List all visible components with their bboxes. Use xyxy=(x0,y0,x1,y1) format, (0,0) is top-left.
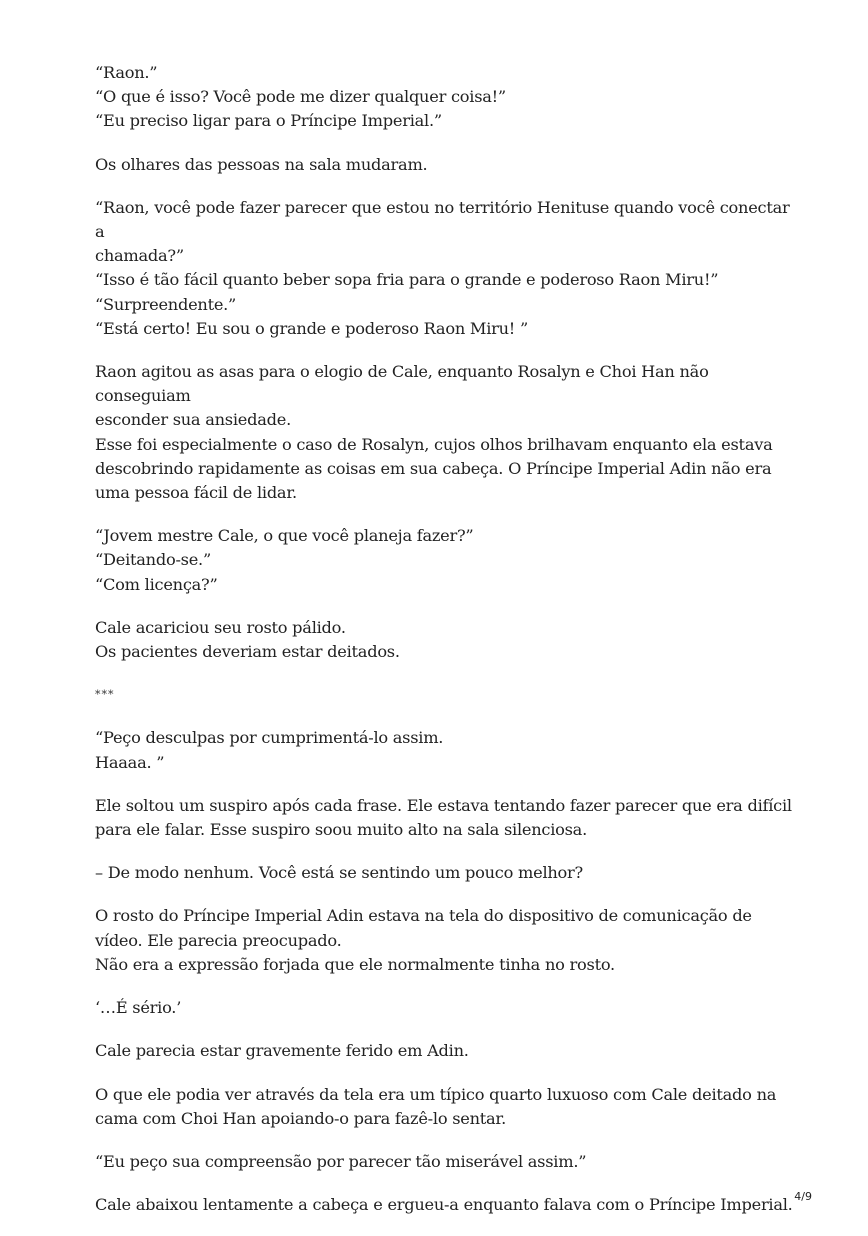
text-line: “Raon.” xyxy=(95,63,158,82)
text-line: chamada?” xyxy=(95,246,184,266)
paragraph xyxy=(95,524,795,597)
text-line: “Com licença?” xyxy=(95,574,218,594)
text-line: “Surpreendente.” xyxy=(95,294,237,314)
text-line: “Está certo! Eu sou o grande e poderoso Raon Miru! ” xyxy=(95,318,528,338)
paragraph xyxy=(95,726,795,774)
text-line: “Deitando-se.” xyxy=(95,550,211,570)
text-line: ‘…É sério.’ xyxy=(95,998,182,1018)
paragraph xyxy=(95,1193,795,1217)
text-line: Haaaa. ” xyxy=(95,752,165,772)
paragraph xyxy=(95,616,795,664)
text-line: “Peço desculpas por cumprimentá-lo assim. xyxy=(95,728,444,748)
text-line: O rosto do Príncipe Imperial Adin estava na tela do dispositivo de comunicação de xyxy=(95,906,752,926)
text-line: uma pessoa fácil de lidar. xyxy=(95,483,297,503)
paragraph xyxy=(95,904,795,977)
text-line: Raon agitou as asas para o elogio de Cale, enquanto Rosalyn e Choi Han não conseguiam xyxy=(95,362,709,406)
page-number: 4/9 xyxy=(794,1190,812,1203)
text-line: esconder sua ansiedade. xyxy=(95,410,291,430)
text-line: Esse foi especialmente o caso de Rosalyn, cujos olhos brilhavam enquanto ela estava xyxy=(95,434,773,454)
text-line: “Raon, você pode fazer parecer que estou no território Henituse quando você conectar a xyxy=(95,197,790,242)
text-line: Não era a expressão forjada que ele normalmente tinha no rosto. xyxy=(95,954,615,974)
text-line: – De modo nenhum. Você está se sentindo um pouco melhor? xyxy=(95,863,583,883)
paragraph xyxy=(95,61,795,134)
text-line: Ele soltou um suspiro após cada frase. Ele estava tentando fazer parecer que era difícil xyxy=(95,795,792,815)
text-line: “Eu peço sua compreensão por parecer tão miserável assim.” xyxy=(95,1151,587,1171)
paragraph xyxy=(95,360,795,505)
paragraph xyxy=(95,861,795,885)
paragraph xyxy=(95,1150,795,1174)
text-line: “O que é isso? Você pode me dizer qualquer coisa!” xyxy=(95,87,506,107)
text-line: vídeo. Ele parecia preocupado. xyxy=(95,930,342,950)
text-line: “Isso é tão fácil quanto beber sopa fria para o grande e poderoso Raon Miru!” xyxy=(95,270,719,290)
text-line: Cale acariciou seu rosto pálido. xyxy=(95,617,346,637)
text-line: Cale abaixou lentamente a cabeça e ergueu-a enquanto falava com o Príncipe Imperial. xyxy=(95,1195,793,1215)
paragraph xyxy=(95,996,795,1020)
text-line: Cale parecia estar gravemente ferido em Adin. xyxy=(95,1041,469,1061)
document-body xyxy=(95,61,795,1236)
text-line: “Eu preciso ligar para o Príncipe Imperial.” xyxy=(95,111,442,131)
paragraph xyxy=(95,196,795,341)
paragraph xyxy=(95,1083,795,1131)
text-line: para ele falar. Esse suspiro soou muito alto na sala silenciosa. xyxy=(95,820,587,840)
text-line: cama com Choi Han apoiando-o para fazê-lo sentar. xyxy=(95,1108,507,1128)
text-line: descobrindo rapidamente as coisas em sua cabeça. O Príncipe Imperial Adin não era xyxy=(95,458,772,478)
text-line: O que ele podia ver através da tela era um típico quarto luxuoso com Cale deitado na xyxy=(95,1084,777,1104)
paragraph xyxy=(95,794,795,842)
text-line: Os olhares das pessoas na sala mudaram. xyxy=(95,154,428,174)
paragraph xyxy=(95,153,795,177)
section-separator: *** xyxy=(95,688,115,702)
text-line: “Jovem mestre Cale, o que você planeja fazer?” xyxy=(95,526,474,546)
text-line: Os pacientes deveriam estar deitados. xyxy=(95,642,400,662)
paragraph xyxy=(95,1039,795,1063)
